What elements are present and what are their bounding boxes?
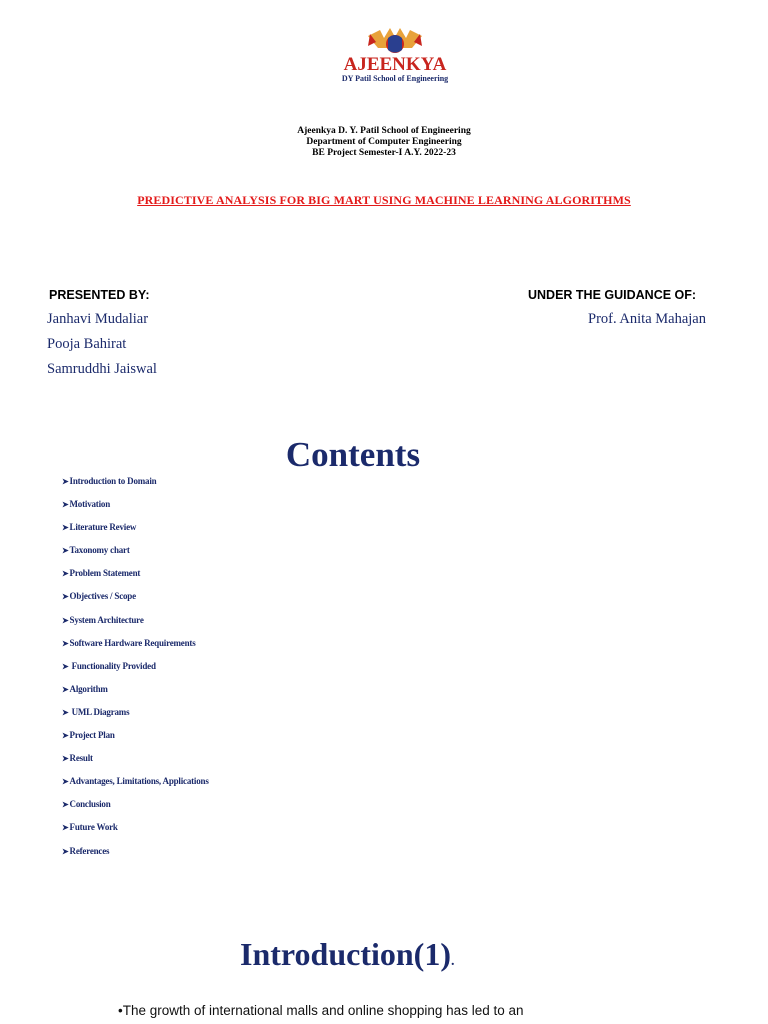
presenter-name: Samruddhi Jaiswal [47, 361, 157, 377]
contents-item-label: Problem Statement [69, 568, 141, 579]
arrowhead-bullet-icon: ➤ [62, 707, 69, 717]
arrowhead-bullet-icon: ➤ [62, 615, 69, 625]
contents-item [62, 496, 209, 519]
contents-item [62, 565, 209, 588]
arrowhead-bullet-icon: ➤ [62, 754, 69, 764]
contents-item [62, 588, 209, 611]
contents-item [62, 773, 209, 796]
contents-item-label: Objectives / Scope [69, 591, 136, 602]
contents-item-label: Future Work [69, 822, 118, 833]
svg-text:AJEENKYA: AJEENKYA [343, 54, 447, 75]
arrowhead-bullet-icon: ➤ [62, 777, 69, 787]
contents-item-label: Functionality Provided [69, 660, 156, 671]
contents-item [62, 796, 209, 819]
contents-item [62, 473, 209, 496]
contents-list [62, 473, 209, 866]
contents-item [62, 750, 209, 773]
contents-item-label: Algorithm [69, 683, 108, 694]
introduction-trailing-mark: . [450, 954, 455, 969]
contents-item [62, 658, 209, 681]
arrowhead-bullet-icon: ➤ [62, 523, 69, 533]
arrowhead-bullet-icon: ➤ [62, 661, 69, 671]
introduction-paragraph: •The growth of international malls and online shopping has led to an [118, 1003, 524, 1018]
arrowhead-bullet-icon: ➤ [62, 569, 69, 579]
contents-item [62, 819, 209, 842]
presenter-name: Pooja Bahirat [47, 336, 127, 352]
contents-item-label: Introduction to Domain [69, 476, 157, 486]
arrowhead-bullet-icon: ➤ [62, 638, 69, 648]
contents-item-label: Result [69, 753, 93, 764]
contents-item [62, 681, 209, 704]
arrowhead-bullet-icon: ➤ [62, 731, 69, 741]
arrowhead-bullet-icon: ➤ [62, 823, 69, 833]
department-name: Department of Computer Engineering [306, 137, 462, 147]
presenter-name: Janhavi Mudaliar [47, 311, 149, 327]
contents-item-label: Project Plan [69, 730, 115, 741]
institution-name: Ajeenkya D. Y. Patil School of Engineering [297, 126, 471, 136]
contents-item [62, 542, 209, 565]
guidance-label: UNDER THE GUIDANCE OF: [528, 288, 697, 302]
arrowhead-bullet-icon: ➤ [62, 846, 69, 856]
arrowhead-bullet-icon: ➤ [62, 546, 69, 556]
contents-item [62, 635, 209, 658]
contents-item [62, 843, 209, 866]
contents-item-label: Literature Review [69, 522, 137, 533]
arrowhead-bullet-icon: ➤ [62, 477, 69, 486]
semester-info: BE Project Semester-I A.Y. 2022-23 [312, 148, 456, 158]
contents-item-label: System Architecture [69, 614, 144, 625]
arrowhead-bullet-icon: ➤ [62, 592, 69, 602]
ajeenkya-logo [310, 22, 480, 88]
svg-text:DY Patil School of Engineering: DY Patil School of Engineering [341, 74, 449, 83]
contents-item-label: Motivation [69, 499, 111, 510]
contents-item [62, 727, 209, 750]
introduction-title-text: Introduction(1) [240, 936, 451, 972]
arrowhead-bullet-icon: ➤ [62, 800, 69, 810]
contents-item-label: UML Diagrams [69, 706, 130, 717]
contents-item [62, 704, 209, 727]
arrowhead-bullet-icon: ➤ [62, 500, 69, 510]
guide-name: Prof. Anita Mahajan [588, 311, 706, 327]
contents-item-label: References [69, 845, 110, 856]
contents-heading: Contents [285, 435, 421, 474]
arrowhead-bullet-icon: ➤ [62, 684, 69, 694]
contents-item [62, 519, 209, 542]
introduction-heading [240, 936, 454, 973]
crest-icon [310, 22, 480, 88]
contents-item-label: Advantages, Limitations, Applications [69, 776, 209, 787]
contents-item-label: Taxonomy chart [69, 545, 130, 556]
presented-by-label: PRESENTED BY: [49, 288, 150, 302]
project-title: PREDICTIVE ANALYSIS FOR BIG MART USING MACHINE LEARNING ALGORITHMS [137, 193, 631, 207]
contents-item-label: Conclusion [69, 799, 111, 810]
contents-item [62, 612, 209, 635]
contents-item-label: Software Hardware Requirements [69, 637, 196, 648]
